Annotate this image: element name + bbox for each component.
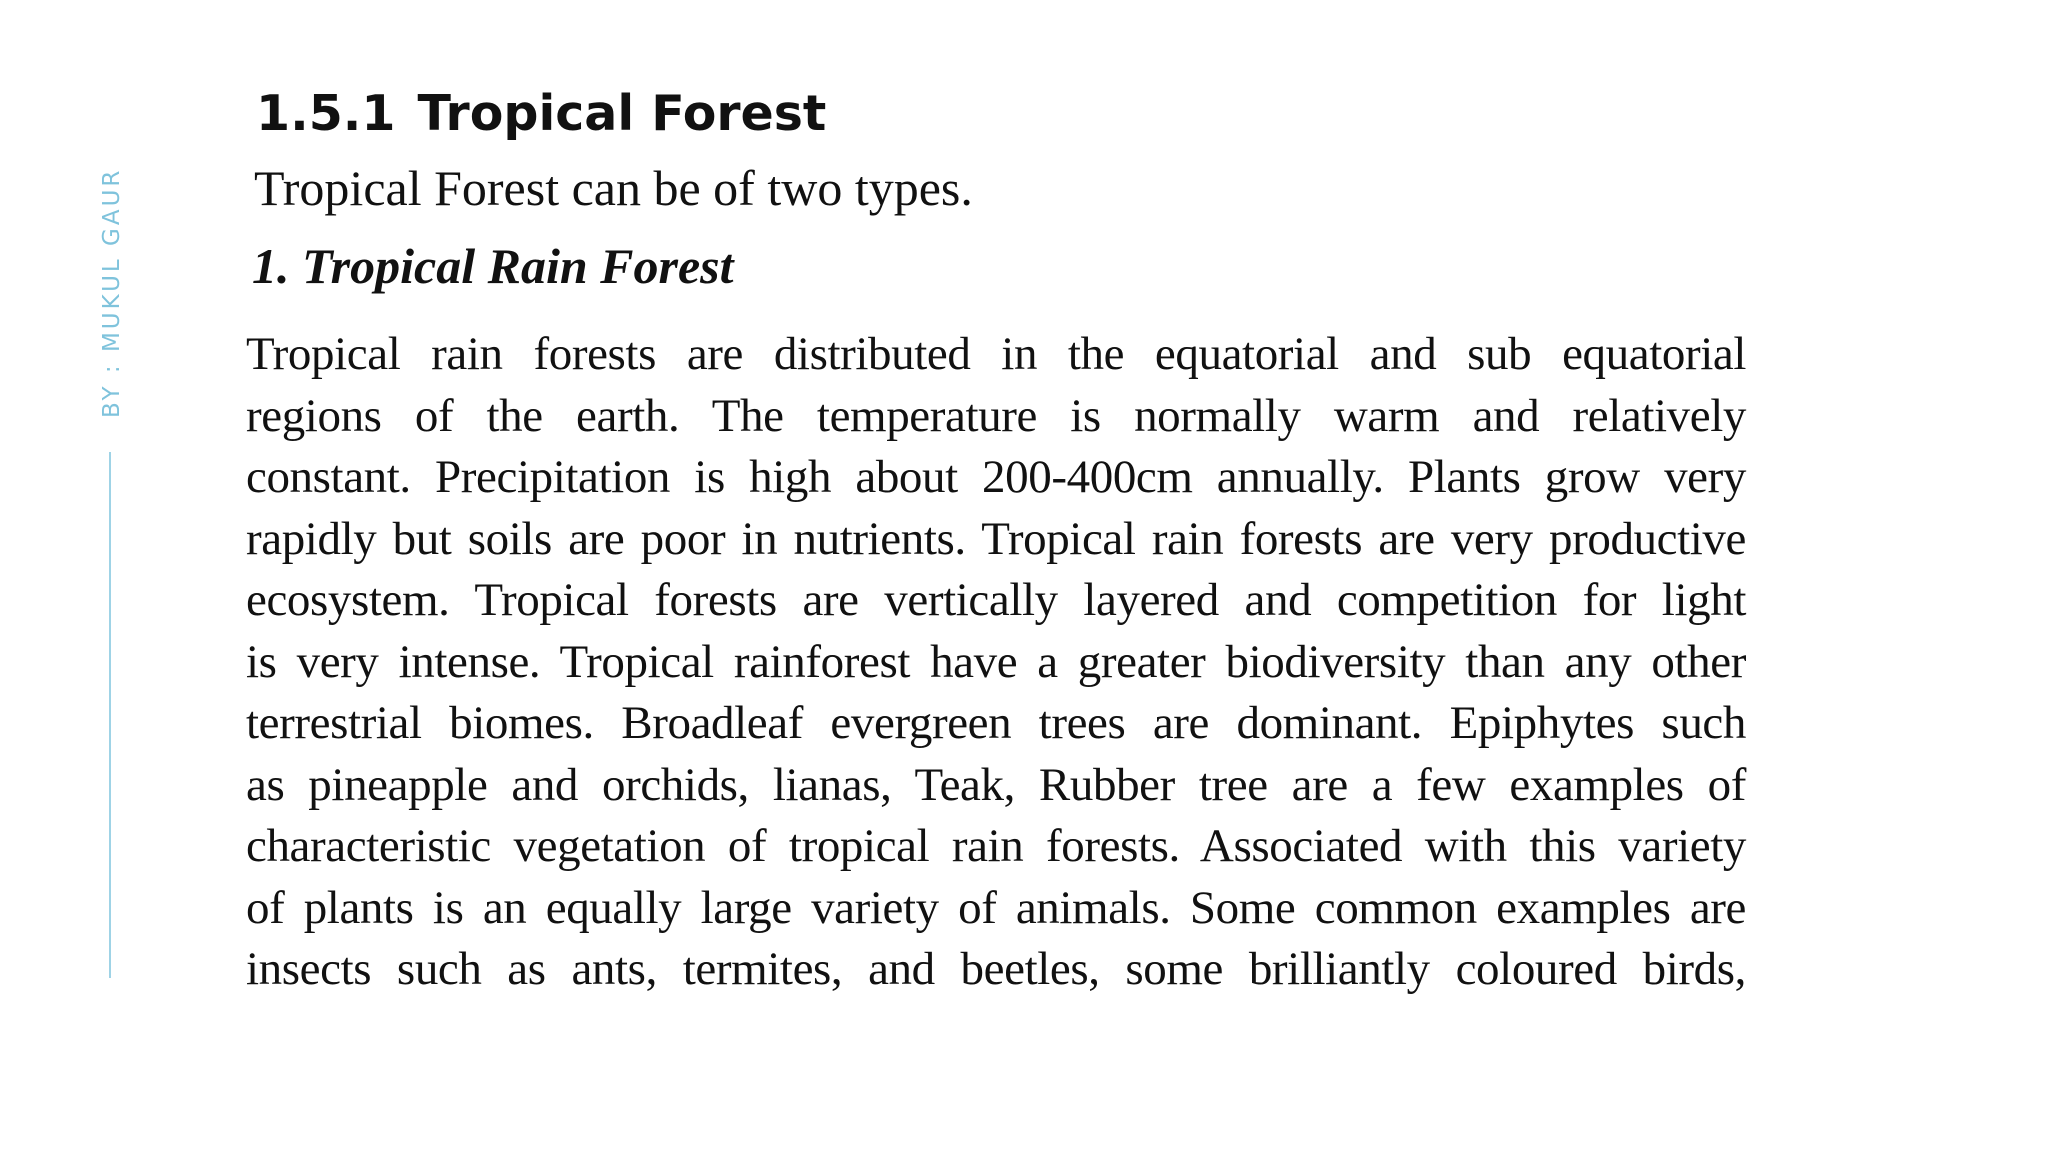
section-number: 1.5.1 — [256, 85, 396, 142]
watermark-text: BY : MUKUL GAUR — [99, 167, 125, 418]
subheading: 1. Tropical Rain Forest — [252, 238, 734, 294]
watermark — [98, 158, 126, 418]
paragraph-line: insects such as ants, termites, and beetles, some brilliantly coloured birds, — [246, 943, 1746, 995]
paragraph-line: characteristic vegetation of tropical rain forests. Associated with this variety — [246, 820, 1746, 872]
watermark-divider-line — [109, 452, 111, 978]
section-heading — [256, 78, 1746, 150]
intro-sentence: Tropical Forest can be of two types. — [254, 160, 973, 216]
paragraph-line: rapidly but soils are poor in nutrients. Tropical rain forests are very productive — [246, 512, 1746, 565]
document-page — [246, 78, 1746, 1001]
paragraph-line: regions of the earth. The temperature is normally warm and relatively — [246, 389, 1746, 442]
paragraph-line: Tropical rain forests are distributed in the equatorial and sub equatorial — [246, 328, 1746, 380]
paragraph-line: as pineapple and orchids, lianas, Teak, Rubber tree are a few examples of — [246, 758, 1746, 811]
paragraph-line: constant. Precipitation is high about 200-400cm annually. Plants grow very — [246, 451, 1746, 503]
section-title: Tropical Forest — [417, 85, 827, 142]
body-paragraph — [246, 324, 1746, 1001]
paragraph-line: of plants is an equally large variety of animals. Some common examples are — [246, 881, 1746, 934]
paragraph-line: is very intense. Tropical rainforest have a greater biodiversity than any other — [246, 635, 1746, 688]
paragraph-line: terrestrial biomes. Broadleaf evergreen trees are dominant. Epiphytes such — [246, 697, 1746, 749]
paragraph-line: ecosystem. Tropical forests are vertically layered and competition for light — [246, 574, 1746, 626]
